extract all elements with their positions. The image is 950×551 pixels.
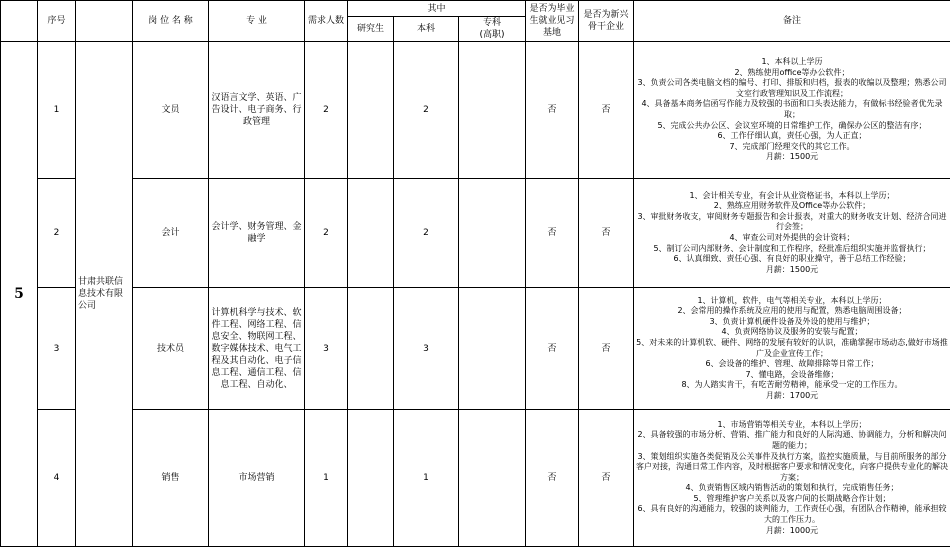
row-position: 销售 [133, 410, 209, 547]
remark-line: 月薪：1500元 [765, 152, 819, 162]
row-base: 否 [526, 179, 579, 288]
remark-line: 4、具备基本商务信函写作能力及较强的书面和口头表达能力，有做标书经验者优先录取； [641, 99, 943, 119]
remark-line: 月薪：1000元 [765, 525, 819, 535]
row-base: 否 [526, 42, 579, 179]
blank-corner [1, 1, 38, 42]
table-row [1, 179, 950, 288]
row-base: 否 [526, 410, 579, 547]
row-emerging: 否 [579, 179, 634, 288]
row-college [459, 179, 526, 288]
remark-line: 7、懂电路，会设备维修； [745, 369, 839, 379]
remark-line: 3、负责计算机硬件设备及外设的使用与维护； [709, 316, 875, 326]
remark-line: 5、完成公共办公区、会议室环境的日常维护工作，确保办公区的整洁有序； [657, 120, 927, 130]
remark-line: 2、熟练应用财务软件及Office等办公软件； [713, 201, 871, 211]
row-remarks [634, 410, 950, 547]
remark-line: 5、制订公司内部财务、会计制度和工作程序，经批准后组织实施并监督执行； [653, 243, 931, 253]
row-college [459, 288, 526, 410]
remark-line: 6、具有良好的沟通能力，较强的谈判能力，工作责任心强，有团队合作精神，能承担较大的工作压力。 [637, 504, 947, 525]
remark-line: 2、具备较强的市场分析、营销、推广能力和良好的人际沟通、协调能力，分析和解决问题的能力； [637, 430, 947, 450]
header-position: 岗 位 名 称 [133, 1, 209, 42]
table-row [1, 42, 950, 179]
row-major: 计算机科学与技术、软件工程、网络工程、信息安全、物联网工程、数字媒体技术、电气工程及其自动化、电子信息工程、通信工程、信息工程、自动化、 [209, 288, 305, 410]
remark-line: 4、审查公司对外提供的会计资料； [729, 233, 855, 242]
row-major: 市场营销 [209, 410, 305, 547]
row-college [459, 42, 526, 179]
row-demand: 2 [305, 42, 348, 179]
remark-line: 4、负责销售区域内销售活动的策划和执行，完成销售任务； [685, 483, 899, 493]
remark-line: 7、完成部门经理交代的其它工作。 [729, 141, 855, 151]
row-major: 会计学、财务管理、金融学 [209, 179, 305, 288]
row-graduate [348, 42, 394, 179]
header-major: 专 业 [209, 1, 305, 42]
remark-line: 1、市场营销等相关专业，本科以上学历； [717, 419, 867, 429]
row-undergrad: 1 [394, 410, 459, 547]
header-company-blank [76, 1, 133, 42]
header-remarks: 备注 [634, 1, 950, 42]
group-number: 5 [1, 42, 38, 547]
remark-line: 1、会计相关专业，有会计从业资格证书，本科以上学历； [689, 190, 895, 200]
row-remarks [634, 42, 950, 179]
remark-line: 3、负责公司各类电脑文档的编号、打印、排版和归档，报表的收编以及整理；熟悉公司文室行政管理知识及工作流程； [637, 78, 947, 98]
row-seq: 4 [38, 410, 76, 547]
row-position: 文员 [133, 42, 209, 179]
header-emerging: 是否为新兴骨干企业 [579, 1, 634, 42]
remark-line: 4、负责网络协议及服务的安装与配置； [721, 327, 863, 337]
remark-line: 2、熟练使用office等办公软件； [734, 67, 850, 77]
remark-line: 月薪：1700元 [765, 390, 819, 400]
remark-line: 5、管理维护客户关系以及客户间的长期战略合作计划； [693, 493, 891, 503]
row-demand: 2 [305, 179, 348, 288]
row-emerging: 否 [579, 410, 634, 547]
row-demand: 1 [305, 410, 348, 547]
remark-line: 月薪：1500元 [765, 264, 819, 274]
row-remarks [634, 288, 950, 410]
row-graduate [348, 288, 394, 410]
remark-line: 3、审批财务收支，审阅财务专题报告和会计报表，对重大的财务收支计划、经济合同进行会签； [637, 211, 947, 232]
remark-line: 2、会常用的操作系统及应用的使用与配置，熟悉电脑周围设备； [677, 306, 907, 316]
row-graduate [348, 410, 394, 547]
row-seq: 2 [38, 179, 76, 288]
remark-line: 1、计算机，软件，电气等相关专业，本科以上学历； [697, 295, 887, 305]
remark-line: 1、本科以上学历 [761, 57, 823, 67]
row-position: 技术员 [133, 288, 209, 410]
row-undergrad: 2 [394, 179, 459, 288]
company-name: 甘肃共联信息技术有限公司 [76, 42, 133, 547]
table-row [1, 288, 950, 410]
remark-line: 6、会设备的维护、管理、故障排除等日常工作； [705, 359, 879, 369]
remark-line: 6、认真细致、责任心强、有良好的职业操守，善于总结工作经验； [673, 254, 911, 264]
header-college: 专科 (高职) [459, 17, 526, 42]
row-demand: 3 [305, 288, 348, 410]
row-emerging: 否 [579, 42, 634, 179]
row-graduate [348, 179, 394, 288]
remark-line: 8、为人踏实肯干，有吃苦耐劳精神，能承受一定的工作压力。 [681, 380, 903, 390]
row-college [459, 410, 526, 547]
row-seq: 3 [38, 288, 76, 410]
header-among: 其中 [348, 1, 526, 17]
remark-line: 6、工作仔细认真，责任心强，为人正直； [717, 131, 867, 141]
row-position: 会计 [133, 179, 209, 288]
row-undergrad: 2 [394, 42, 459, 179]
remark-line: 5、对未来的计算机软、硬件、网络的发展有较好的认识，准确掌握市场动态,做好市场推广及企业宣传工作； [636, 337, 948, 358]
row-major: 汉语言文学、英语、广告设计、电子商务、行政管理 [209, 42, 305, 179]
table-row [1, 410, 950, 547]
header-internship-base: 是否为毕业生就业见习基地 [526, 1, 579, 42]
row-emerging: 否 [579, 288, 634, 410]
header-demand: 需求人数 [305, 1, 348, 42]
row-seq: 1 [38, 42, 76, 179]
header-undergrad: 本科 [394, 17, 459, 42]
row-undergrad: 3 [394, 288, 459, 410]
header-seq: 序号 [38, 1, 76, 42]
row-remarks [634, 179, 950, 288]
row-base: 否 [526, 288, 579, 410]
header-graduate: 研究生 [348, 17, 394, 42]
remark-line: 3、策划组织实施各类促销及公关事件及执行方案，监控实施质量，与目前所服务的部分客户对接，沟通日常工作内容，及时根据客户要求和情况变化，向客户提供专业化的解决方案； [636, 451, 948, 482]
